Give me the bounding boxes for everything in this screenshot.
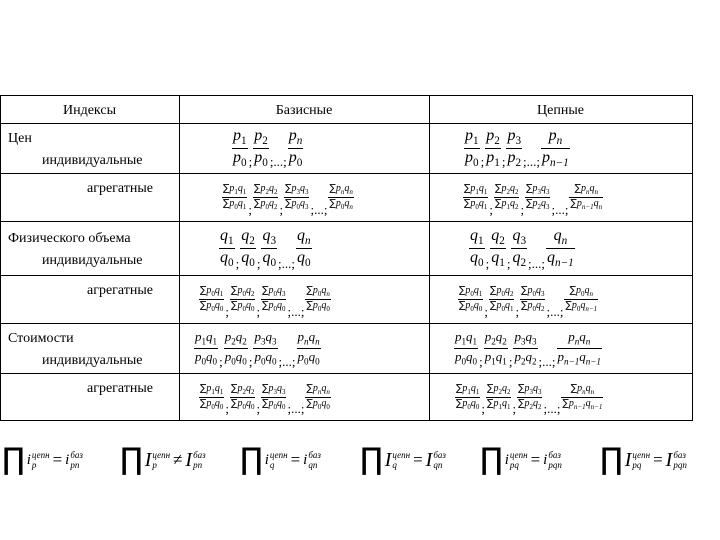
fraction: $\frac{\sum p_2q_2}{\sum p_1q_1}$ xyxy=(487,382,511,411)
separator: ;...; xyxy=(538,354,556,369)
operator: = xyxy=(290,450,301,469)
separator: ; xyxy=(256,256,261,271)
index-letter: i xyxy=(65,451,70,468)
fraction: $\frac{\sum p_0q_3}{\sum p_0q_2}$ xyxy=(521,285,545,313)
price-aggregate-chain xyxy=(463,174,603,221)
index-letter: I xyxy=(425,448,433,471)
fraction: $\frac{q_1}{q_0}$ xyxy=(220,226,234,270)
fraction: $\frac{q_3}{q_2}$ xyxy=(512,226,527,270)
separator: ; xyxy=(235,256,240,271)
value-aggregate-chain xyxy=(455,374,603,420)
fraction: $\frac{q_n}{q_{n-1}}$ xyxy=(547,226,574,270)
fraction: $\frac{q_3}{q_0}$ xyxy=(262,226,277,270)
separator: ; xyxy=(480,154,485,169)
operator: = xyxy=(52,450,63,469)
separator: ;...; xyxy=(287,401,305,416)
header-indices: Индексы xyxy=(62,103,116,118)
separator: ;...; xyxy=(523,154,541,169)
separator: ;...; xyxy=(543,401,561,416)
row-label-volume-individual: индивидуальные xyxy=(42,253,143,268)
fraction: $\frac{\sum p_3q_3}{\sum p_0q_0}$ xyxy=(262,382,286,411)
separator: ; xyxy=(248,202,253,217)
header-chain: Цепные xyxy=(537,103,584,118)
fraction: $\frac{\sum p_nq_n}{\sum p_0q_n}$ xyxy=(329,183,353,211)
separator: ;...; xyxy=(278,256,296,271)
row-label-price-individual: индивидуальные xyxy=(42,153,143,168)
index-letter: I xyxy=(185,448,193,471)
product-equation xyxy=(360,440,446,480)
indices-table xyxy=(0,95,693,421)
index-letter: I xyxy=(144,448,152,471)
separator: ; xyxy=(225,304,230,319)
fraction: $\frac{\sum p_3q_3}{\sum p_0q_3}$ xyxy=(285,183,309,211)
fraction: $\frac{\sum p_1q_1}{\sum p_0q_0}$ xyxy=(200,382,224,411)
separator: ; xyxy=(508,354,513,369)
index-script: цепн q xyxy=(392,450,411,470)
fraction: $\frac{\sum p_0q_1}{\sum p_0q_0}$ xyxy=(459,285,483,313)
index-script: баз pqn xyxy=(548,450,562,470)
index-script: цепн p xyxy=(152,450,171,470)
operator: = xyxy=(413,450,423,469)
fraction: $\frac{\sum p_0q_3}{\sum p_0q_0}$ xyxy=(262,285,286,313)
fraction: $\frac{p_2}{p_1}$ xyxy=(486,126,500,170)
row-label-value-individual: индивидуальные xyxy=(42,353,143,368)
separator: ;...; xyxy=(546,304,564,319)
separator: ; xyxy=(515,304,520,319)
index-letter: i xyxy=(26,451,31,468)
group-label-volume: Физического объема xyxy=(8,231,131,246)
separator: ; xyxy=(512,401,517,416)
product-equation xyxy=(480,440,562,480)
index-script: баз qn xyxy=(308,450,321,470)
product-symbol: ∏ xyxy=(480,442,503,477)
separator: ; xyxy=(479,354,483,369)
separator: ;...; xyxy=(310,202,328,217)
fraction: $\frac{q_1}{q_0}$ xyxy=(470,226,484,270)
fraction: $\frac{\sum p_0q_n}{\sum p_0q_0}$ xyxy=(306,285,330,313)
product-equation xyxy=(120,440,206,480)
operator: = xyxy=(530,450,541,469)
table-border-bottom xyxy=(0,420,693,421)
group-label-price: Цен xyxy=(8,131,32,146)
fraction: $\frac{p_1}{p_0}$ xyxy=(233,126,247,170)
fraction: $\frac{\sum p_nq_n}{\sum p_{n-1}q_n}$ xyxy=(570,183,603,211)
product-symbol: ∏ xyxy=(2,442,25,477)
index-letter: i xyxy=(504,451,509,468)
index-letter: i xyxy=(303,451,308,468)
fraction: $\frac{q_2}{q_0}$ xyxy=(241,226,255,270)
index-script: цепн p xyxy=(31,450,50,470)
fraction: $\frac{\sum p_1q_1}{\sum p_0q_1}$ xyxy=(223,183,247,211)
product-equation xyxy=(2,440,83,480)
fraction: $\frac{q_2}{q_1}$ xyxy=(491,226,505,270)
separator: ; xyxy=(481,401,486,416)
group-label-value: Стоимости xyxy=(8,331,74,346)
price-individual-chain xyxy=(464,124,570,173)
operator: ≠ xyxy=(173,450,183,469)
fraction: $\frac{p_3}{p_2}$ xyxy=(507,126,522,170)
header-divider xyxy=(0,123,693,124)
fraction: $\frac{\sum p_0q_n}{\sum p_0q_{n-1}}$ xyxy=(565,285,598,313)
fraction: $\frac{p_2q_2}{p_0q_0}$ xyxy=(224,329,247,367)
index-script: баз qn xyxy=(433,450,446,470)
row-divider-2 xyxy=(0,221,693,222)
index-letter: I xyxy=(624,448,632,471)
fraction: $\frac{p_1q_1}{p_0q_0}$ xyxy=(195,329,218,367)
product-symbol: ∏ xyxy=(600,442,623,477)
fraction: $\frac{p_2q_2}{p_1q_1}$ xyxy=(484,329,507,367)
volume-individual-base xyxy=(219,222,312,275)
fraction: $\frac{\sum p_0q_2}{\sum p_0q_1}$ xyxy=(490,285,514,313)
index-letter: I xyxy=(384,448,392,471)
row-label-volume-aggregate: агрегатные xyxy=(87,283,153,298)
fraction: $\frac{\sum p_0q_1}{\sum p_0q_0}$ xyxy=(200,285,224,313)
index-letter: I xyxy=(665,448,673,471)
fraction: $\frac{p_nq_n}{p_{n-1}q_{n-1}}$ xyxy=(557,329,601,367)
fraction: $\frac{\sum p_3q_3}{\sum p_2q_2}$ xyxy=(518,382,542,411)
fraction: $\frac{\sum p_0q_2}{\sum p_0q_0}$ xyxy=(231,285,255,313)
index-script: баз pqn xyxy=(673,450,687,470)
product-equations xyxy=(0,440,720,480)
header-base: Базисные xyxy=(275,103,333,118)
separator: ; xyxy=(279,202,284,217)
index-letter: i xyxy=(543,451,548,468)
separator: ; xyxy=(489,202,494,217)
index-script: цепн pq xyxy=(509,450,528,470)
row-label-value-aggregate: агрегатные xyxy=(87,381,153,396)
value-individual-chain xyxy=(454,324,602,373)
product-equation xyxy=(600,440,687,480)
separator: ;...; xyxy=(528,256,546,271)
separator: ; xyxy=(520,202,525,217)
product-symbol: ∏ xyxy=(360,442,383,477)
separator: ; xyxy=(248,354,253,369)
separator: ;...; xyxy=(287,304,305,319)
product-equation xyxy=(240,440,321,480)
fraction: $\frac{\sum p_1q_1}{\sum p_0q_0}$ xyxy=(456,382,480,411)
fraction: $\frac{\sum p_1q_1}{\sum p_0q_1}$ xyxy=(464,183,488,211)
fraction: $\frac{\sum p_3q_3}{\sum p_2q_3}$ xyxy=(526,183,550,211)
fraction: $\frac{p_3q_3}{p_0q_0}$ xyxy=(254,329,277,367)
fraction: $\frac{p_1}{p_0}$ xyxy=(465,126,479,170)
product-symbol: ∏ xyxy=(120,442,143,477)
separator: ; xyxy=(256,401,261,416)
index-script: цепн q xyxy=(269,450,288,470)
row-label-price-aggregate: агрегатные xyxy=(87,181,153,196)
separator: ; xyxy=(225,401,230,416)
separator: ; xyxy=(484,304,489,319)
price-individual-base xyxy=(232,124,303,173)
index-script: баз pn xyxy=(70,450,83,470)
separator: ; xyxy=(501,154,506,169)
fraction: $\frac{q_n}{q_0}$ xyxy=(297,226,311,270)
product-symbol: ∏ xyxy=(240,442,263,477)
separator: ; xyxy=(219,354,223,369)
fraction: $\frac{\sum p_2q_2}{\sum p_0q_0}$ xyxy=(231,382,255,411)
fraction: $\frac{\sum p_2q_2}{\sum p_1q_2}$ xyxy=(495,183,519,211)
value-individual-base xyxy=(194,324,321,373)
separator: ;...; xyxy=(551,202,569,217)
fraction: $\frac{p_nq_n}{p_0q_0}$ xyxy=(297,329,320,367)
separator: ; xyxy=(506,256,511,271)
index-script: цепн pq xyxy=(632,450,651,470)
operator: = xyxy=(653,450,663,469)
separator: ;...; xyxy=(278,354,296,369)
table-border-top xyxy=(0,95,693,96)
volume-individual-chain xyxy=(469,222,575,275)
separator: ; xyxy=(256,304,261,319)
separator: ; xyxy=(248,154,253,169)
fraction: $\frac{p_n}{p_{n-1}}$ xyxy=(542,126,569,170)
volume-aggregate-chain xyxy=(458,276,598,323)
fraction: $\frac{p_1q_1}{p_0q_0}$ xyxy=(455,329,478,367)
separator: ; xyxy=(485,256,490,271)
fraction: $\frac{p_2}{p_0}$ xyxy=(254,126,268,170)
fraction: $\frac{\sum p_nq_n}{\sum p_0q_0}$ xyxy=(306,382,330,411)
fraction: $\frac{\sum p_2q_2}{\sum p_0q_2}$ xyxy=(254,183,278,211)
index-script: баз pn xyxy=(193,450,206,470)
fraction: $\frac{p_n}{p_0}$ xyxy=(288,126,303,170)
value-aggregate-base xyxy=(199,374,331,420)
volume-aggregate-base xyxy=(199,276,331,323)
index-letter: i xyxy=(264,451,269,468)
price-aggregate-base xyxy=(222,174,354,221)
fraction: $\frac{p_3q_3}{p_2q_2}$ xyxy=(514,329,537,367)
separator: ;...; xyxy=(269,154,287,169)
fraction: $\frac{\sum p_nq_n}{\sum p_{n-1}q_{n-1}}$ xyxy=(562,382,603,411)
